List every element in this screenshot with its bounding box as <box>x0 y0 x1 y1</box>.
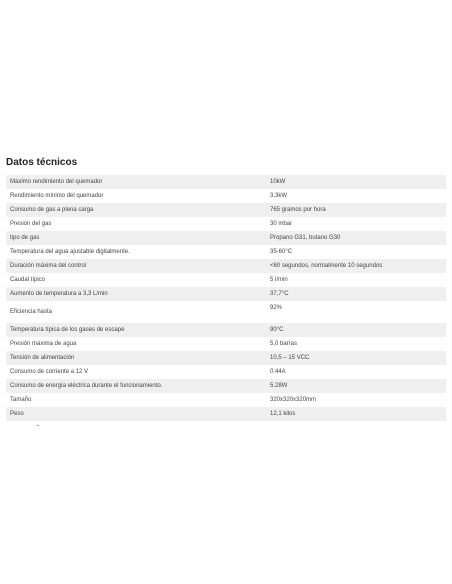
spec-value: <60 segundos, normalmente 10 segundos <box>266 259 446 273</box>
table-row <box>6 273 446 287</box>
spec-label: Caudal típico <box>6 273 266 287</box>
spec-value: 320x320x320mm <box>266 393 446 407</box>
table-row <box>6 245 446 259</box>
spec-label: Consumo de energía eléctrica durante el funcionamiento. <box>6 379 266 393</box>
spec-label: Rendimiento mínimo del quemador <box>6 189 266 203</box>
spec-value: 12,1 kilos <box>266 407 446 421</box>
spec-value: Propano G31, butano G30 <box>266 231 446 245</box>
spec-label: Tamaño <box>6 393 266 407</box>
spec-value: 5 l/min <box>266 273 446 287</box>
table-row <box>6 407 446 421</box>
table-row <box>6 287 446 301</box>
spec-value: 10,5 – 15 VCC <box>266 351 446 365</box>
table-row <box>6 217 446 231</box>
spec-label: Temperatura del agua ajustable digitalmente. <box>6 245 266 259</box>
spec-label: Presión máxima de agua <box>6 337 266 351</box>
spec-value: 5.28W <box>266 379 446 393</box>
table-row <box>6 301 446 323</box>
table-row <box>6 337 446 351</box>
spec-value: 90°C <box>266 323 446 337</box>
spec-label: Consumo de corriente a 12 V <box>6 365 266 379</box>
spec-value: 35-60°C <box>266 245 446 259</box>
table-row <box>6 393 446 407</box>
spec-value: 10kW <box>266 175 446 189</box>
table-row <box>6 323 446 337</box>
spec-label: Consumo de gas a plena carga <box>6 203 266 217</box>
table-row <box>6 351 446 365</box>
spec-label: Tensión de alimentación <box>6 351 266 365</box>
stray-mark <box>37 425 39 426</box>
table-row <box>6 365 446 379</box>
table-row <box>6 203 446 217</box>
table-row <box>6 231 446 245</box>
table-row <box>6 379 446 393</box>
spec-label: Duración máxima del control <box>6 259 266 273</box>
table-row <box>6 175 446 189</box>
spec-value: 30 mbar <box>266 217 446 231</box>
spec-label: Temperatura típica de los gases de escape <box>6 323 266 337</box>
table-row <box>6 259 446 273</box>
spec-label: Peso <box>6 407 266 421</box>
spec-value: 5,0 barras <box>266 337 446 351</box>
specs-table <box>6 175 446 421</box>
spec-value: 37,7°C <box>266 287 446 301</box>
section-title: Datos técnicos <box>6 157 78 168</box>
spec-label: Máximo rendimiento del quemador <box>6 175 266 189</box>
spec-label: Presion del gas <box>6 217 266 231</box>
spec-value: 3,3kW <box>266 189 446 203</box>
spec-label: Aumento de temperatura a 3,3 L/min <box>6 287 266 301</box>
specs-section <box>6 157 446 421</box>
spec-value: 0.44A <box>266 365 446 379</box>
spec-value: 92% <box>266 301 446 323</box>
spec-value: 765 gramos por hora <box>266 203 446 217</box>
spec-label: Eficiencia hasta <box>6 301 266 323</box>
table-row <box>6 189 446 203</box>
spec-label: tipo de gas <box>6 231 266 245</box>
